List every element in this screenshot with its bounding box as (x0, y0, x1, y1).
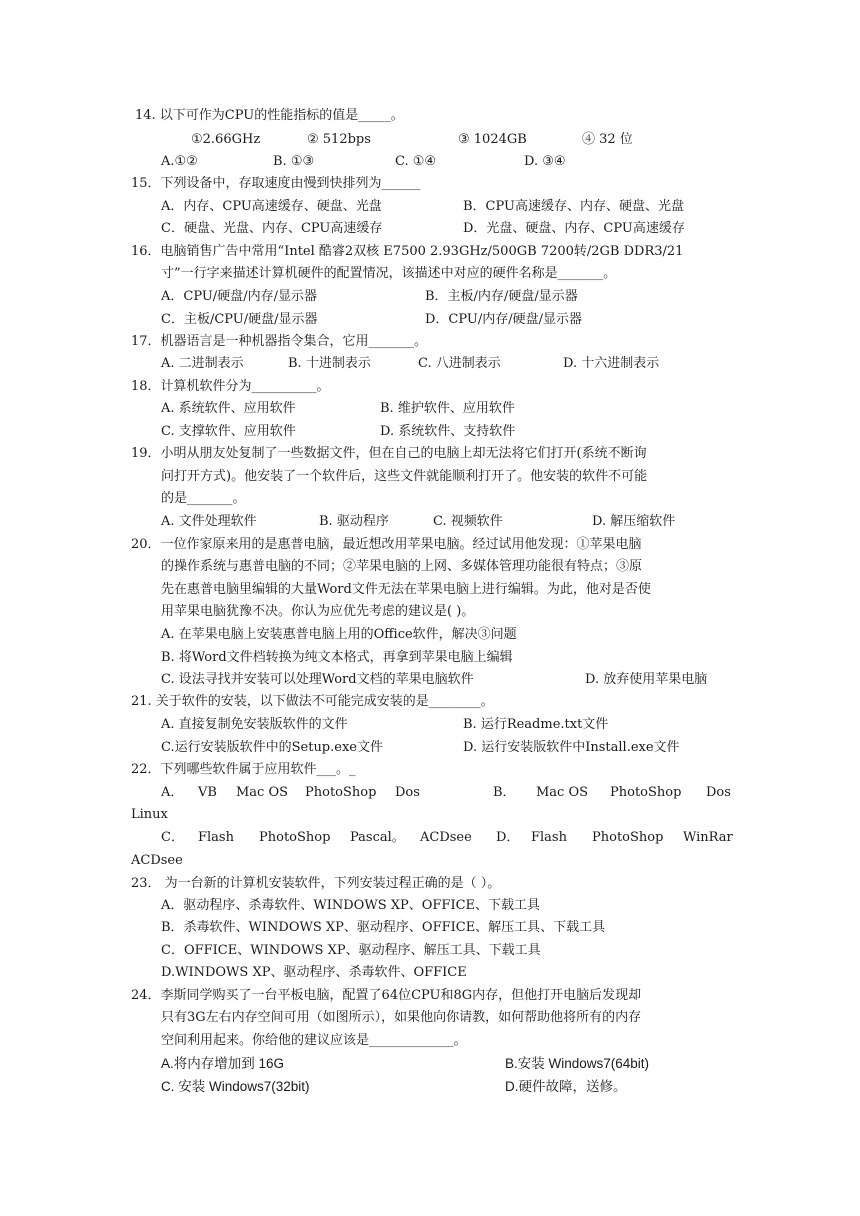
q14-option-d: D. ③④ (524, 154, 566, 169)
q22-option-d-token: PhotoShop (592, 830, 664, 845)
q22-option-c-token: PhotoShop (259, 830, 331, 845)
q23-option-d: D.WINDOWS XP、驱动程序、杀毒软件、OFFICE (161, 965, 467, 980)
q22-option-a-token: PhotoShop (305, 785, 377, 800)
q16-option-a: A．CPU/硬盘/内存/显示器 (161, 289, 317, 304)
q18-option-a: A. 系统软件、应用软件 (161, 401, 296, 416)
q18-option-c: C. 支撑软件、应用软件 (161, 424, 296, 439)
q24-option-a: A.将内存增加到 16G (161, 1056, 285, 1071)
q21-option-b: B. 运行Readme.txt文件 (463, 717, 609, 732)
q19-option-c: C. 视频软件 (433, 514, 503, 529)
q15-option-c: C．硬盘、光盘、内存、CPU高速缓存 (161, 221, 383, 236)
q20-stem-line-1: 20．一位作家原来用的是惠普电脑，最近想改用苹果电脑。经过试用他发现：①苹果电脑 (131, 537, 642, 552)
q16-option-b: B．主板/内存/硬盘/显示器 (425, 289, 578, 304)
q14-option-b: B. ①③ (273, 154, 315, 169)
q22-option-d-token: WinRar (683, 830, 733, 845)
q17-option-d: D. 十六进制表示 (563, 356, 660, 371)
q22-option-a-token: Dos (395, 785, 420, 800)
q24-stem-line-2: 只有3G左右内存空间可用（如图所示），如果他向你请教，如何帮助他将所有的内存 (161, 1010, 642, 1025)
q22-option-b-label: B． (493, 785, 516, 800)
q14-item-2: ② 512bps (307, 132, 371, 147)
q15-option-d: D．光盘、硬盘、内存、CPU高速缓存 (463, 221, 685, 236)
q16-option-d: D．CPU/内存/硬盘/显示器 (425, 312, 582, 327)
q19-option-b: B. 驱动程序 (319, 514, 389, 529)
q22-option-b-wrap: Linux (131, 807, 168, 822)
q19-stem-line-3: 的是_______。 (161, 491, 246, 506)
q20-stem-line-3: 先在惠普电脑里编辑的大量Word文件无法在苹果电脑上进行编辑。为此，他对是否使 (161, 582, 651, 597)
q15-option-b: B．CPU高速缓存、内存、硬盘、光盘 (463, 199, 684, 214)
q16-stem-line-2: 寸”一行字来描述计算机硬件的配置情况，该描述中对应的硬件名称是_______。 (161, 266, 617, 281)
q19-stem-line-1: 19．小明从朋友处复制了一些数据文件，但在自己的电脑上却无法将它们打开(系统不断询 (131, 446, 647, 461)
q14-stem: 14. 以下可作为CPU的性能指标的值是_____。 (135, 108, 404, 123)
q14-item-3: ③ 1024GB (458, 132, 527, 147)
q22-option-c-label: C． (161, 830, 184, 845)
q20-option-d: D. 放弃使用苹果电脑 (585, 672, 708, 687)
q22-option-d-wrap: ACDsee (131, 853, 183, 868)
q22-option-a-token: VB (198, 785, 217, 800)
q22-option-b-token: PhotoShop (610, 785, 682, 800)
q22-option-d-token: Flash (531, 830, 567, 845)
q20-option-a: A. 在苹果电脑上安装惠普电脑上用的Office软件，解决③问题 (161, 627, 517, 642)
q21-option-c: C.运行安装版软件中的Setup.exe文件 (161, 740, 383, 755)
q20-stem-line-4: 用苹果电脑犹豫不决。你认为应优先考虑的建议是( )。 (161, 604, 475, 619)
q16-option-c: C．主板/CPU/硬盘/显示器 (161, 312, 318, 327)
q16-stem-line-1: 16．电脑销售广告中常用“Intel 酷睿2双核 E7500 2.93GHz/500GB 7200转/2GB DDR3/21 (131, 244, 684, 259)
q22-stem: 22．下列哪些软件属于应用软件___。_ (131, 762, 356, 777)
q18-stem: 18．计算机软件分为__________。 (131, 379, 330, 394)
q23-option-c: C．OFFICE、WINDOWS XP、驱动程序、解压工具、下载工具 (161, 943, 541, 958)
q17-option-a: A. 二进制表示 (161, 356, 244, 371)
q18-option-b: B. 维护软件、应用软件 (380, 401, 515, 416)
q22-option-b-token: Dos (706, 785, 731, 800)
q19-option-a: A. 文件处理软件 (161, 514, 257, 529)
q21-option-d: D. 运行安装版软件中Install.exe文件 (463, 740, 680, 755)
q23-option-b: B．杀毒软件、WINDOWS XP、驱动程序、OFFICE、解压工具、下载工具 (161, 920, 606, 935)
q17-option-b: B. 十进制表示 (288, 356, 371, 371)
q20-option-c: C. 设法寻找并安装可以处理Word文档的苹果电脑软件 (161, 672, 474, 687)
q17-option-c: C. 八进制表示 (418, 356, 501, 371)
q17-stem: 17．机器语言是一种机器指令集合，它用_______。 (131, 334, 428, 349)
q15-option-a: A．内存、CPU高速缓存、硬盘、光盘 (161, 199, 382, 214)
q19-option-d: D. 解压缩软件 (592, 514, 676, 529)
q14-item-4: ④ 32 位 (582, 132, 633, 147)
q19-stem-line-2: 问打开方式)。他安装了一个软件后，这些文件就能顺利打开了。他安装的软件不可能 (161, 469, 648, 484)
q14-item-1: ①2.66GHz (191, 132, 261, 147)
q24-option-d: D.硬件故障，送修。 (505, 1079, 627, 1094)
q22-option-a-token: Mac OS (236, 785, 289, 800)
q21-stem: 21. 关于软件的安装，以下做法不可能完成安装的是________。 (131, 694, 494, 709)
q22-option-c-token: Flash (198, 830, 234, 845)
q24-option-c: C. 安装 Windows7(32bit) (161, 1079, 310, 1094)
q22-option-d-label: D． (496, 830, 520, 845)
q22-option-c-token: Pascal。 (350, 830, 405, 845)
q22-option-c-token: ACDsee (420, 830, 472, 845)
q20-stem-line-2: 的操作系统与惠普电脑的不同；②苹果电脑的上网、多媒体管理功能很有特点；③原 (161, 559, 643, 574)
q24-stem-line-3: 空间利用起来。你给他的建议应该是_____________。 (161, 1033, 467, 1048)
q23-stem: 23． 为一台新的计算机安装软件，下列安装过程正确的是（ ）。 (131, 876, 501, 891)
q15-stem: 15．下列设备中，存取速度由慢到快排列为______ (131, 176, 421, 191)
q24-option-b: B.安装 Windows7(64bit) (505, 1056, 650, 1071)
q14-option-a: A.①② (161, 154, 198, 169)
q22-option-b-token: Mac OS (536, 785, 589, 800)
q22-option-a-label: A． (161, 785, 184, 800)
q20-option-b: B. 将Word文件档转换为纯文本格式，再拿到苹果电脑上编辑 (161, 650, 513, 665)
q23-option-a: A．驱动程序、杀毒软件、WINDOWS XP、OFFICE、下载工具 (161, 898, 541, 913)
q14-option-c: C. ①④ (395, 154, 437, 169)
q18-option-d: D. 系统软件、支持软件 (380, 424, 516, 439)
q24-stem-line-1: 24．李斯同学购买了一台平板电脑，配置了64位CPU和8G内存，但他打开电脑后发现却 (131, 988, 642, 1003)
q21-option-a: A. 直接复制免安装版软件的文件 (161, 717, 348, 732)
